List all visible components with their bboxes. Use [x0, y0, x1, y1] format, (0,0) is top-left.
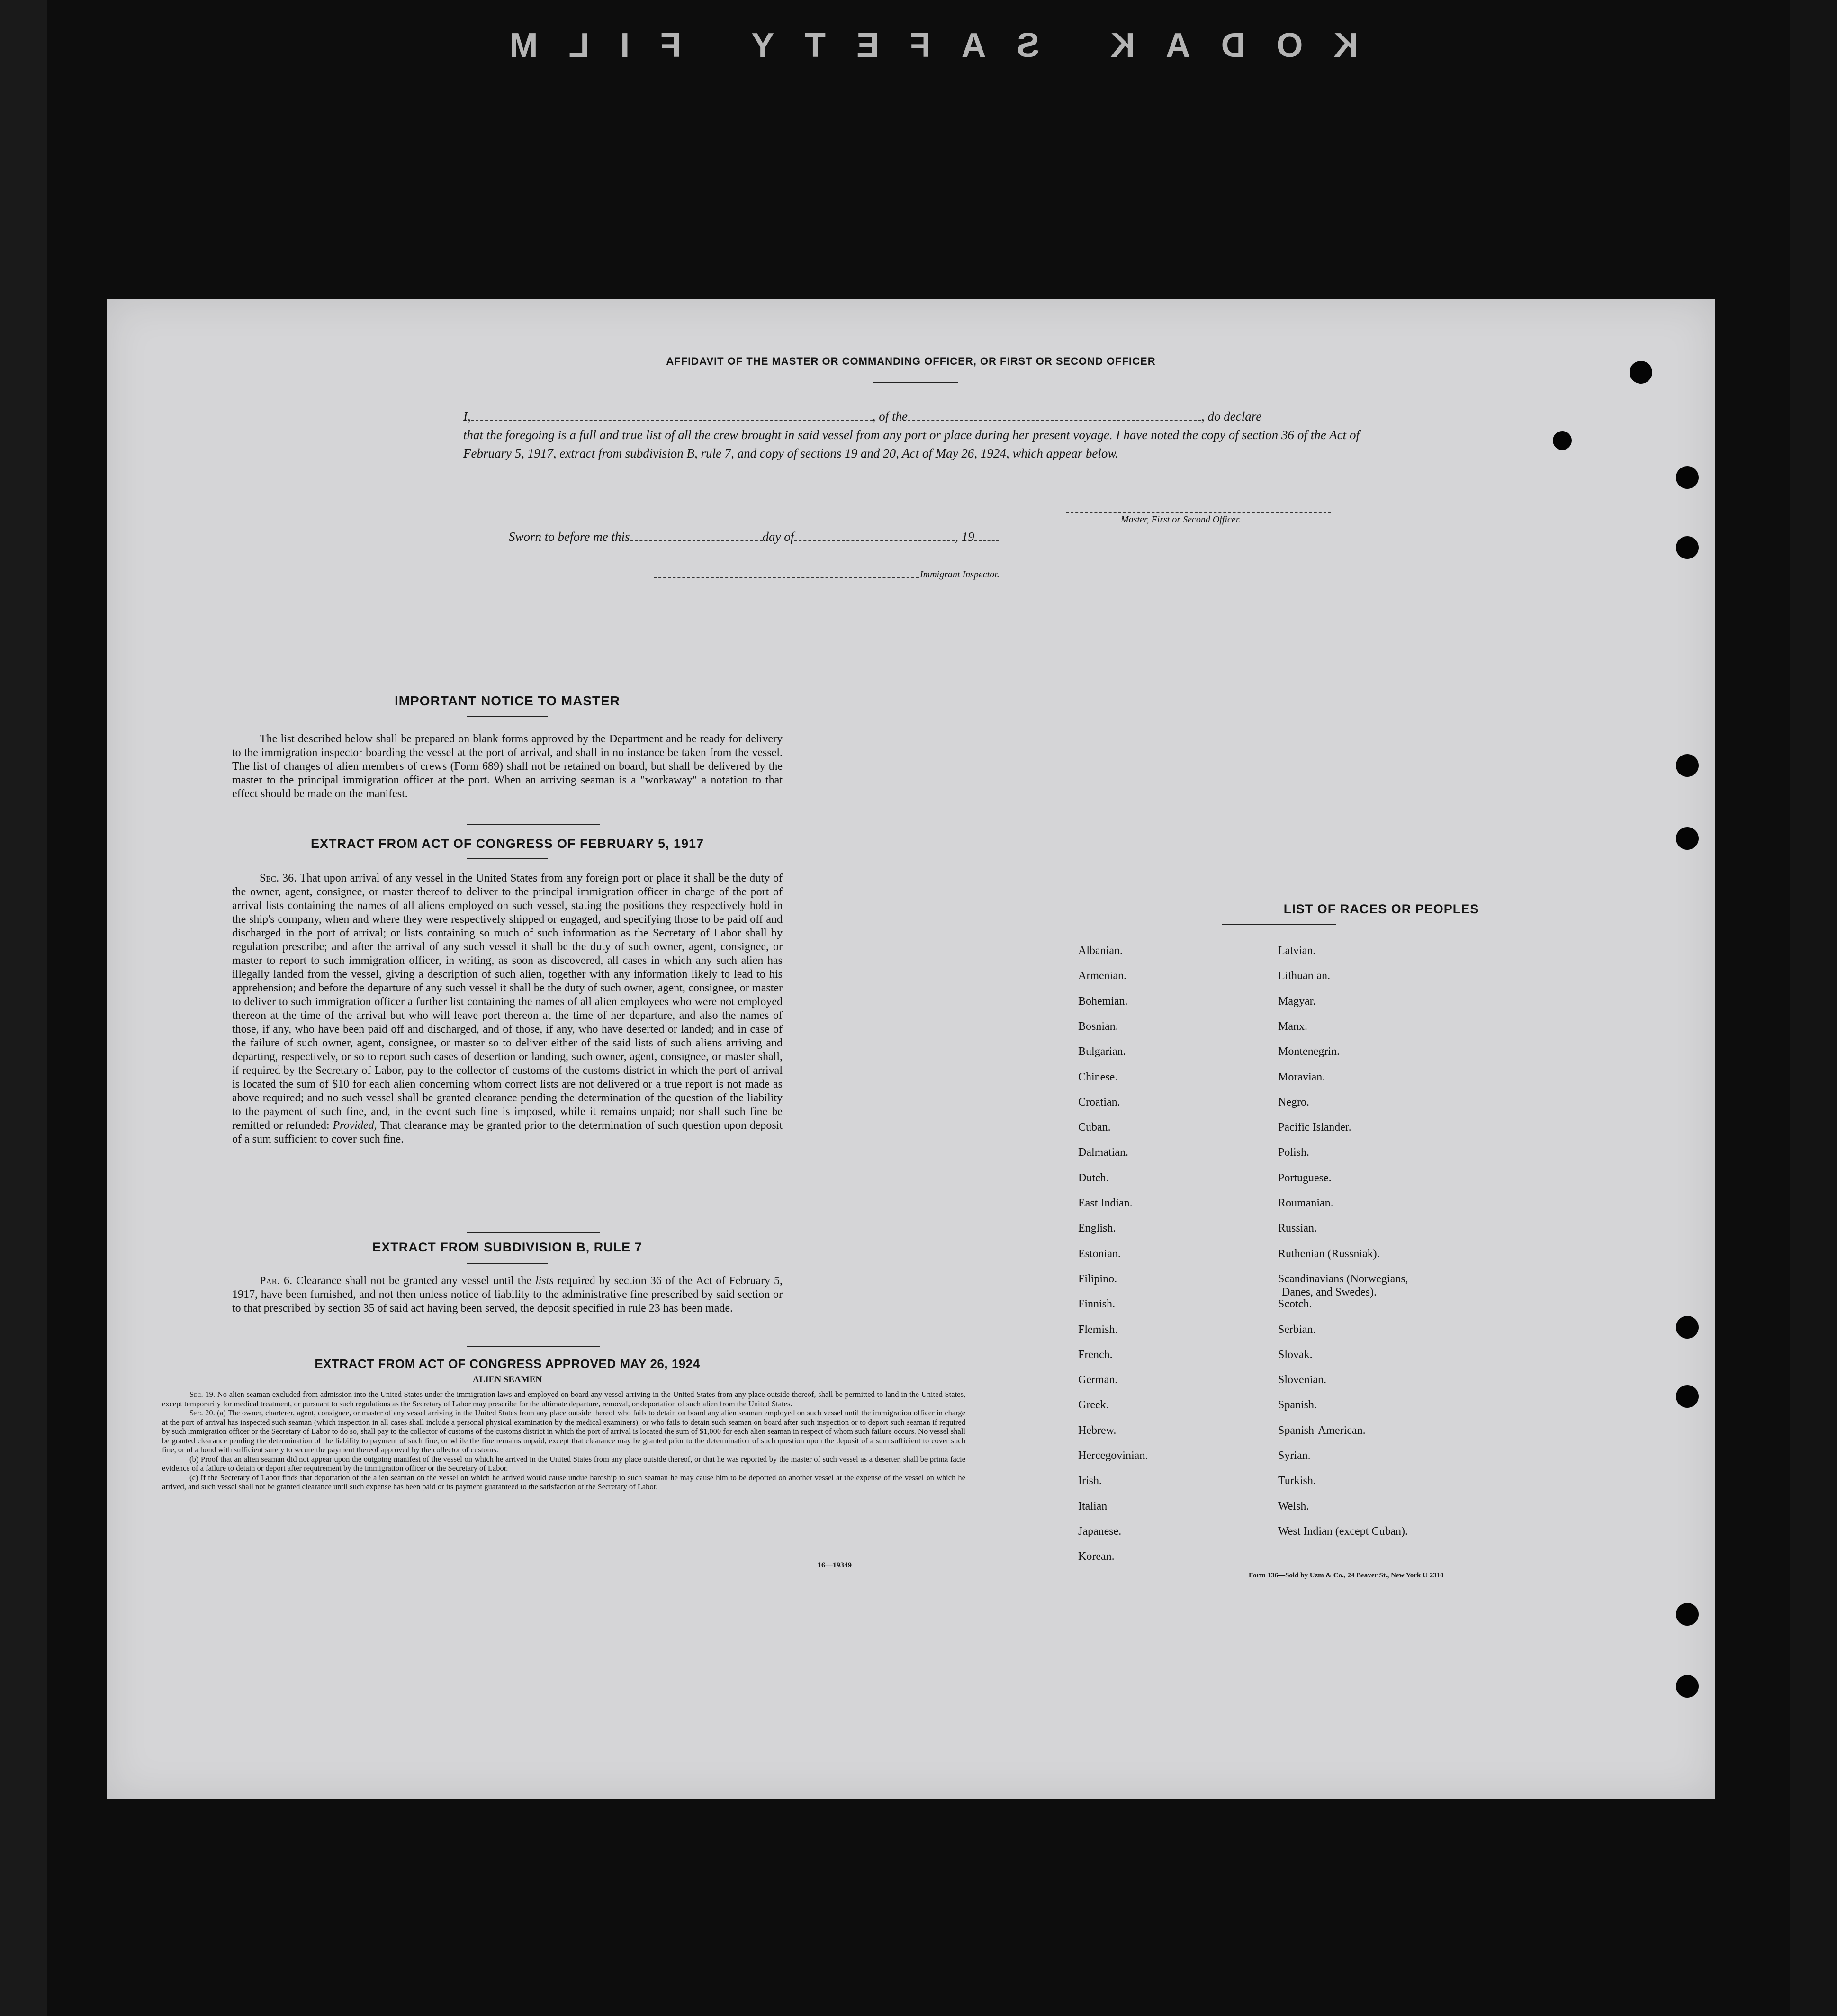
par-6-label: Par. 6. [260, 1275, 292, 1287]
sworn-month-field[interactable] [794, 540, 955, 541]
declare-end-label: , do declare [1201, 409, 1262, 423]
races-title: LIST OF RACES OR PEOPLES [1283, 902, 1479, 916]
declare-of-the-label: , of the [872, 409, 908, 423]
punch-hole [1676, 754, 1699, 777]
section-divider [467, 1346, 600, 1347]
race-item: Latvian. [1278, 945, 1316, 957]
race-item: Bulgarian. [1078, 1045, 1126, 1058]
race-item: Croatian. [1078, 1096, 1120, 1108]
film-border-right [1790, 0, 1837, 2016]
race-item: German. [1078, 1374, 1118, 1386]
race-item: Irish. [1078, 1475, 1102, 1487]
race-item: Spanish-American. [1278, 1424, 1366, 1437]
race-item: Moravian. [1278, 1071, 1325, 1083]
race-item: Roumanian. [1278, 1197, 1333, 1209]
extract-1917-divider [467, 858, 548, 859]
film-border-left [0, 0, 47, 2016]
affidavit-title: AFFIDAVIT OF THE MASTER OR COMMANDING OFFICER, OR FIRST OR SECOND OFFICER [666, 355, 1156, 367]
punch-hole [1676, 1316, 1699, 1339]
race-item: Korean. [1078, 1550, 1115, 1563]
inspector-signature-line[interactable] [654, 577, 919, 578]
race-item: Welsh. [1278, 1500, 1309, 1512]
race-item: Manx. [1278, 1020, 1307, 1033]
race-item: Lithuanian. [1278, 970, 1330, 982]
sworn-day-field[interactable] [630, 540, 763, 541]
race-item: Ruthenian (Russniak). [1278, 1247, 1380, 1260]
race-item: Hebrew. [1078, 1424, 1117, 1437]
master-signature-line[interactable] [1066, 512, 1331, 513]
race-item: Cuban. [1078, 1121, 1111, 1134]
race-item: Estonian. [1078, 1247, 1121, 1260]
race-item: Danes, and Swedes). [1282, 1286, 1377, 1298]
title-divider [873, 382, 958, 383]
sworn-line [509, 530, 999, 544]
race-item: Slovak. [1278, 1348, 1313, 1361]
race-item: Scotch. [1278, 1298, 1312, 1311]
race-item: Filipino. [1078, 1272, 1117, 1285]
race-item: Syrian. [1278, 1449, 1311, 1462]
day-of-label: day of [762, 530, 794, 544]
subdivision-divider [467, 1263, 548, 1264]
declare-i-label: I, [463, 409, 471, 423]
punch-hole [1676, 1385, 1699, 1408]
races-divider [1222, 924, 1336, 925]
race-item: Flemish. [1078, 1323, 1118, 1336]
race-item: Dutch. [1078, 1171, 1109, 1184]
race-item: Negro. [1278, 1096, 1309, 1108]
race-item: Japanese. [1078, 1525, 1122, 1538]
race-item: Polish. [1278, 1146, 1310, 1159]
race-item: Albanian. [1078, 945, 1123, 957]
section-divider [467, 1232, 600, 1233]
master-signature-label: Master, First or Second Officer. [1121, 514, 1241, 525]
print-code: 16—19349 [818, 1561, 852, 1569]
race-item: Serbian. [1278, 1323, 1316, 1336]
sec-20a-paragraph: Sec. 20. (a) The owner, charterer, agent, consignee, or master of any vessel arriving in the United States from any place outside thereof who fails to detain on board any alien seaman employed on such vessel until the immigration officer in charge at the port of arrival has inspected such seaman (which inspection in all cases shall include a personal physical examination by the medical examiners), or who fails to detain such seaman on board after such inspection or to deport such seaman if required by such immigration officer or the Secretary of Labor to do so, shall pay to the collector of customs of the customs district in which the port of arrival is located the sum of $1,000 for each alien seaman in respect of whom such failure occurs. No vessel shall be granted clearance pending the determination of the liability to payment of such fine, or while the fine remains unpaid, except that clearance may be granted prior to the determination of such question upon the deposit of a sum sufficient to cover such fine, or of a bond with sufficient surety to secure the payment thereof approved by the collector of customs. [162, 1408, 965, 1454]
sec-20c-paragraph: (c) If the Secretary of Labor finds that deportation of the alien seaman on the vessel on which he arrived would cause undue hardship to such seaman he may cause him to be deported on another vessel at the expense of the vessel on which he arrived, and such vessel shall not be granted clearance until such expense has been paid or its payment guaranteed to the satisfaction of the Secretary of Labor. [162, 1473, 965, 1491]
race-item: Italian [1078, 1500, 1108, 1512]
race-item: Armenian. [1078, 970, 1126, 982]
film-edge-text: KODAK SAFETY FILM [478, 27, 1359, 64]
race-item: Finnish. [1078, 1298, 1116, 1311]
form-footer: Form 136—Sold by Uzm & Co., 24 Beaver St., New York U 2310 [1249, 1572, 1444, 1579]
race-item: Portuguese. [1278, 1171, 1332, 1184]
race-item: Dalmatian. [1078, 1146, 1128, 1159]
master-name-field[interactable] [471, 419, 873, 421]
race-item: Pacific Islander. [1278, 1121, 1351, 1134]
notice-divider [467, 716, 548, 717]
extract-1917-body: Sec. 36. That upon arrival of any vessel in the United States from any foreign port or place it shall be the duty of the owner, agent, consignee, or master thereof to deliver to the principal immigration officer in charge of the port of arrival lists containing the names of all aliens employed on such vessel, stating the positions they respectively hold in the ship's company, when and where they were respectively shipped or engaged, and specifying those to be paid off and discharged in the port of arrival; or lists containing so much of such information as the Secretary of Labor shall by regulation prescribe; and after the arrival of any such vessel it shall be the duty of such owner, agent, consignee, or master to report to such immigration officer, in writing, as soon as discovered, all cases in which any such alien has illegally landed from the vessel, giving a description of such alien, together with any information likely to lead to his apprehension; and before the departure of any such vessel it shall be the duty of such owner, agent, consignee, or master to deliver to such immigration officer a further list containing the names of all alien employees who were not employed thereon at the time of the arrival but who will leave port thereon at the time of her departure, and also the names of those, if any, who have been paid off and discharged, and of those, if any, who have deserted or landed; and in case of the failure of such owner, agent, consignee, or master so to deliver either of the said lists of such aliens arriving and departing, respectively, or so to report such cases of desertion or landing, such owner, agent, consignee, or master shall, if required by the Secretary of Labor, pay to the collector of customs of the customs district in which the port of arrival is located the sum of $10 for each alien concerning whom correct lists are not delivered or a true report is not made as above required; and no such vessel shall be granted clearance pending the determination of the question of the liability to the payment of such fine, and, in the event such fine is imposed, while it remains unpaid; nor shall such fine be remitted or refunded: Provided, That clearance may be granted prior to the determination of such question upon deposit of a sum sufficient to cover such fine. [232, 872, 783, 1145]
alien-seamen-subtitle: ALIEN SEAMEN [472, 1375, 542, 1385]
section-divider [467, 824, 600, 825]
punch-hole [1676, 827, 1699, 850]
race-item: Scandinavians (Norwegians, [1278, 1272, 1408, 1285]
extract-1924-title: EXTRACT FROM ACT OF CONGRESS APPROVED MAY 26, 1924 [315, 1357, 700, 1371]
sec-19-paragraph: Sec. 19. No alien seaman excluded from admission into the United States under the immigration laws and employed on board any vessel arriving in the United States from any place outside thereof, shall be permitted to land in the United States, except temporarily for medical treatment, or pursuant to such regulations as the Secretary of Labor may prescribe for the ultimate departure, removal, or deportation of such alien from the United States. [162, 1390, 966, 1408]
notice-title: IMPORTANT NOTICE TO MASTER [394, 693, 621, 708]
race-item: French. [1078, 1348, 1113, 1361]
year-label: , 19 [955, 530, 974, 544]
affidavit-declaration [463, 407, 1360, 463]
affidavit-body: that the foregoing is a full and true list of all the crew brought in said vessel from any port or place during her present voyage. I have noted the copy of section 36 of the Act of February 5, 1917, extract from subdivision B, rule 7, and copy of sections 19 and 20, Act of May 26, 1924, which appear below. [463, 428, 1360, 460]
race-item: East Indian. [1078, 1197, 1133, 1209]
race-item: Chinese. [1078, 1071, 1118, 1083]
extract-1924-body [162, 1390, 965, 1492]
subdivision-body: Par. 6. Clearance shall not be granted any vessel until the lists required by section 36 of the Act of February 5, 1917, have been furnished, and not then unless notice of liability to the administrative fine prescribed by said section or to that prescribed by section 35 of said act having been served, the deposit specified in rule 23 has been made. [232, 1275, 783, 1314]
sworn-year-field[interactable] [974, 540, 999, 541]
sec-20b-paragraph: (b) Proof that an alien seaman did not appear upon the outgoing manifest of the vessel on which he arrived in the United States from any place outside thereof, or that he was reported by the master of such vessel as a deserter, shall be prima facie evidence of a failure to detain or deport after requirement by the immigration officer or the Secretary of Labor. [162, 1454, 965, 1473]
punch-hole [1676, 466, 1699, 489]
race-item: Russian. [1278, 1222, 1317, 1235]
extract-1917-title: EXTRACT FROM ACT OF CONGRESS OF FEBRUARY 5, 1917 [310, 837, 704, 851]
document-page [107, 299, 1715, 1799]
race-item: Bohemian. [1078, 995, 1128, 1008]
race-item: Magyar. [1278, 995, 1316, 1008]
race-item: West Indian (except Cuban). [1278, 1525, 1408, 1538]
race-item: Turkish. [1278, 1475, 1316, 1487]
notice-body: The list described below shall be prepared on blank forms approved by the Department and be ready for delivery to the immigration inspector boarding the vessel at the port of arrival, and shall in no instance be taken from the vessel. The list of changes of alien members of crews (Form 689) shall not be retained on board, but shall be delivered by the master to the principal immigration officer at the port. When an arriving seaman is a "workaway" a notation to that effect should be made on the manifest. [232, 733, 783, 800]
race-item: Greek. [1078, 1399, 1109, 1412]
punch-hole [1676, 536, 1699, 559]
sec-36-label: Sec. 36. [260, 872, 297, 884]
race-item: Bosnian. [1078, 1020, 1118, 1033]
punch-hole [1676, 1675, 1699, 1698]
race-item: Spanish. [1278, 1399, 1317, 1412]
race-item: Slovenian. [1278, 1374, 1326, 1386]
race-item: English. [1078, 1222, 1116, 1235]
punch-hole [1676, 1603, 1699, 1626]
race-item: Hercegovinian. [1078, 1449, 1148, 1462]
inspector-label: Immigrant Inspector. [920, 569, 1000, 580]
subdivision-title: EXTRACT FROM SUBDIVISION B, RULE 7 [372, 1240, 642, 1254]
vessel-name-field[interactable] [908, 419, 1201, 421]
punch-hole [1553, 431, 1572, 450]
sworn-label: Sworn to before me this [509, 530, 630, 544]
race-item: Montenegrin. [1278, 1045, 1340, 1058]
